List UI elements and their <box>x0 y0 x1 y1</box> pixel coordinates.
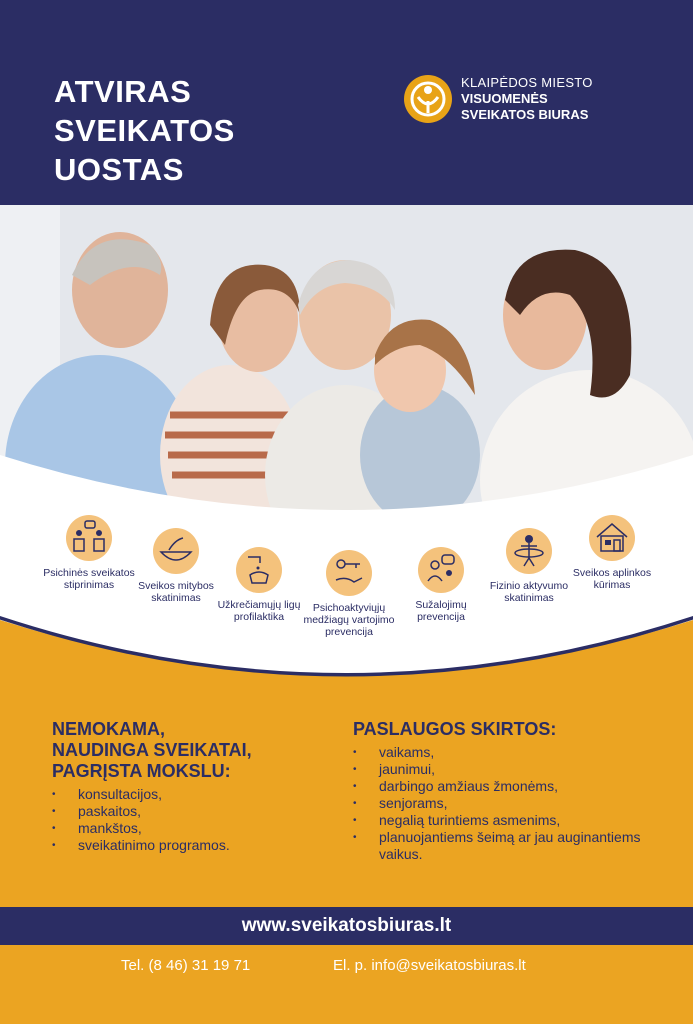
target-audience-column <box>353 719 653 863</box>
topic-item <box>43 515 135 591</box>
topic-label: Sveikos mitybos skatinimas <box>138 580 214 604</box>
list-item: • planuojantiems šeimą ar jau auginantiems vaikus. <box>353 829 653 863</box>
healthy-home-icon <box>589 515 635 561</box>
handwashing-icon <box>236 547 282 593</box>
free-services-heading <box>52 719 342 782</box>
email-address[interactable]: El. p. info@sveikatosbiuras.lt <box>333 957 526 974</box>
list-item: • paskaitos, <box>52 803 342 820</box>
list-item: • senjorams, <box>353 795 653 812</box>
topic-item <box>483 528 575 604</box>
heading-line: PAGRĮSTA MOKSLU: <box>52 761 231 781</box>
heading-line: NAUDINGA SVEIKATAI, <box>52 740 252 760</box>
logo-line-1: KLAIPĖDOS MIESTO <box>461 75 593 90</box>
target-audience-heading: PASLAUGOS SKIRTOS: <box>353 719 557 739</box>
topic-item <box>213 547 305 623</box>
list-item: • darbingo amžiaus žmonėms, <box>353 778 653 795</box>
topic-label: Fizinio aktyvumo skatinimas <box>489 580 569 604</box>
hula-hoop-icon <box>506 528 552 574</box>
topic-label: Psichoaktyviųjų medžiagų vartojimo prevencija <box>303 602 395 638</box>
contact-footer <box>0 945 693 1024</box>
topic-item <box>395 547 487 623</box>
title-line-2: SVEIKATOS <box>54 113 235 148</box>
header-banner <box>0 0 693 205</box>
list-item: • negalią turintiems asmenims, <box>353 812 653 829</box>
nutrition-bowl-icon <box>153 528 199 574</box>
topic-label: Sveikos aplinkos kūrimas <box>572 567 652 591</box>
psychological-health-icon <box>66 515 112 561</box>
family-circle-logo-icon <box>404 75 452 123</box>
topic-label: Sužalojimų prevencija <box>415 599 467 623</box>
topic-item <box>566 515 658 591</box>
website-link[interactable]: www.sveikatosbiuras.lt <box>0 907 693 945</box>
injury-prevention-icon <box>418 547 464 593</box>
page-title <box>54 72 235 189</box>
list-item: • sveikatinimo programos. <box>52 837 342 854</box>
topic-label: Užkrečiamųjų ligų profilaktika <box>217 599 301 623</box>
logo-text <box>461 75 593 123</box>
free-services-list <box>52 786 342 854</box>
list-item: • vaikams, <box>353 744 653 761</box>
heading-line: NEMOKAMA, <box>52 719 165 739</box>
organization-logo <box>404 75 593 123</box>
list-item: • jaunimui, <box>353 761 653 778</box>
topic-item <box>130 528 222 604</box>
topics-row <box>0 510 693 670</box>
list-item: • konsultacijos, <box>52 786 342 803</box>
topic-label: Psichinės sveikatos stiprinimas <box>43 567 135 591</box>
title-line-3: UOSTAS <box>54 152 184 187</box>
target-audience-list <box>353 744 653 863</box>
list-item: • mankštos, <box>52 820 342 837</box>
title-line-1: ATVIRAS <box>54 74 192 109</box>
free-services-column <box>52 719 342 854</box>
topic-item <box>303 550 395 638</box>
logo-line-2: VISUOMENĖS <box>461 91 548 106</box>
phone-number[interactable]: Tel. (8 46) 31 19 71 <box>121 957 251 974</box>
substance-prevention-icon <box>326 550 372 596</box>
logo-line-3: SVEIKATOS BIURAS <box>461 107 589 122</box>
